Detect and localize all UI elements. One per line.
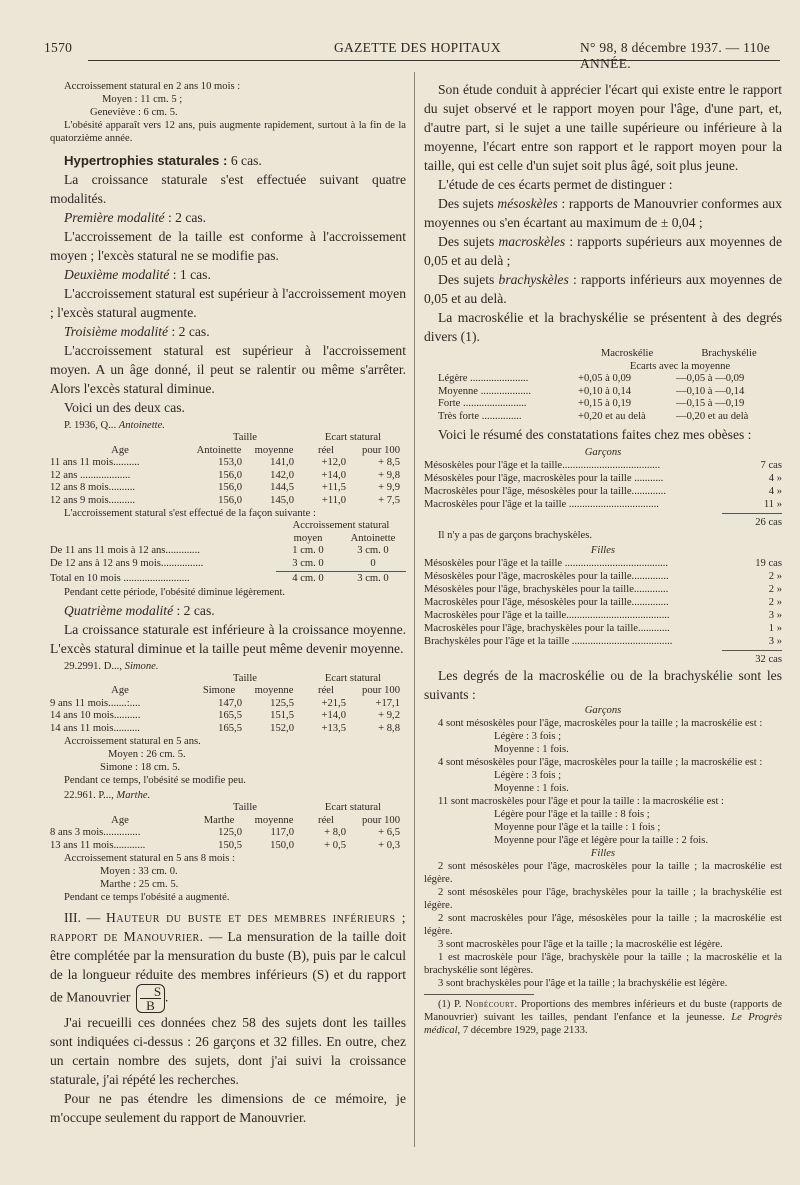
table-row	[424, 411, 782, 424]
pct-cell: +17,1	[375, 697, 400, 709]
table-row	[50, 723, 406, 736]
table-row	[50, 710, 406, 723]
item-count: 4 »	[768, 486, 782, 497]
macro-cell: +0,20 et au delà	[578, 410, 646, 422]
degree-label: Moyenne ...................	[438, 385, 531, 397]
case-2-note: Pendant ce temps, l'obésité se modifie peu.	[64, 775, 246, 786]
list-item	[424, 609, 782, 622]
age-cell: 14 ans 11 mois..........	[50, 722, 140, 734]
hypertrophies-heading-para	[50, 151, 406, 170]
modalite-1-text: L'accroissement de la taille est conforme à l'accroissement moyen ; l'excès statural ne se modifie pas.	[50, 229, 406, 263]
list-item	[424, 472, 782, 485]
list-item	[424, 485, 782, 498]
text-span: (1) P.	[438, 999, 466, 1010]
pct-cell: + 9,2	[378, 710, 400, 721]
case-1-name: Antoinette.	[118, 420, 165, 431]
case-1-head-reel: réel	[318, 444, 334, 456]
modalite-4-count: : 2 cas.	[173, 602, 215, 618]
subject-cell: 153,0	[218, 457, 242, 468]
degree-garcons-3: 11 sont macroskèles pour l'âge et pour la taille : la macroskélie est :	[438, 796, 724, 807]
macro-cell: +0,05 à 0,09	[578, 373, 632, 384]
degree-garcons-3b: Moyenne pour l'âge et la taille : 1 fois ;	[494, 822, 661, 833]
case-3-head-taille: Taille	[233, 802, 257, 813]
garcons-total: 26 cas	[755, 517, 782, 528]
subject-cell: 165,5	[218, 710, 242, 721]
page-number: 1570	[44, 40, 73, 55]
subject-cell: 3 cm. 0	[357, 545, 389, 556]
moyenne-cell: 144,5	[270, 482, 294, 493]
hypertrophies-heading: Hypertrophies staturales :	[64, 153, 228, 168]
reel-cell: +11,5	[321, 482, 346, 493]
reel-cell: +13,5	[321, 722, 346, 734]
case-2-head-moyenne: moyenne	[254, 685, 294, 696]
table-row	[50, 482, 406, 495]
filles-total: 32 cas	[755, 654, 782, 665]
table-row	[50, 545, 406, 558]
case-1-head-taille: Taille	[233, 432, 257, 443]
moyenne-cell: 152,0	[270, 722, 294, 734]
degree-label: Légère ......................	[438, 373, 529, 384]
age-cell: 9 ans 11 mois.......:....	[50, 697, 141, 709]
age-cell: 14 ans 10 mois..........	[50, 710, 141, 721]
degree-garcons-1b: Moyenne : 1 fois.	[494, 744, 569, 755]
table-row	[50, 457, 406, 470]
journal-title: GAZETTE DES HOPITAUX	[334, 40, 501, 55]
reel-cell: +14,0	[321, 710, 346, 721]
moyenne-cell: 151,5	[270, 710, 294, 721]
item-count: 11 »	[763, 499, 782, 510]
case-1-accr-moyen: moyen	[293, 532, 323, 544]
intro-line-2: Moyen : 11 cm. 5 ;	[102, 94, 183, 105]
text-span: Des sujets	[438, 234, 499, 249]
list-item	[424, 583, 782, 596]
brachy-cell: —0,15 à —0,19	[676, 398, 745, 409]
item-count: 7 cas	[760, 460, 782, 471]
degree-label: Très forte ...............	[438, 410, 522, 422]
fraction-numerator: S	[140, 985, 161, 999]
intro-line-3: Geneviève : 6 cm. 5.	[90, 107, 178, 118]
degree-filles-6: 3 sont brachyskèles pour l'âge et la taille ; la brachyskélie est légère.	[438, 978, 728, 989]
moyenne-cell: 150,0	[270, 839, 294, 851]
pct-cell: + 7,5	[378, 494, 400, 506]
degree-garcons-1a: Légère : 3 fois ;	[494, 731, 562, 742]
period-cell: De 12 ans à 12 ans 9 mois................	[50, 557, 204, 569]
table-row	[424, 373, 782, 386]
total-label: Total en 10 mois .........................	[50, 573, 190, 584]
case-2-name: Simone.	[124, 660, 159, 672]
table-row	[50, 495, 406, 508]
age-cell: 12 ans ...................	[50, 469, 131, 481]
item-label: Mésoskèles pour l'âge et la taille.....................................	[424, 460, 661, 471]
macro-cell: +0,10 à 0,14	[578, 385, 632, 397]
item-label: Macroskèles pour l'âge, mésoskèles pour la taille..............	[424, 597, 669, 608]
degree-garcons-2: 4 sont mésoskèles pour l'âge, macroskèles pour la taille ; la macroskélie est :	[438, 757, 763, 768]
footnote-journal: Le Progrès médical	[424, 1012, 783, 1036]
case-2-accr-3: Simone : 18 cm. 5.	[100, 762, 181, 773]
case-3-header-row-2	[50, 815, 406, 828]
subject-cell: 156,0	[218, 469, 242, 481]
case-1-head-ecart: Ecart statural	[324, 432, 382, 443]
total-rule	[276, 571, 406, 572]
degrees-head-macro: Macroskélie	[600, 348, 654, 359]
case-1-accr-head: Accroissement statural	[292, 520, 390, 531]
right-column	[424, 80, 782, 1037]
case-2-head-age: Age	[111, 685, 129, 696]
item-label: Macroskèles pour l'âge et la taille.......................................	[424, 610, 670, 621]
degree-filles-4: 3 sont macroskèles pour l'âge et la taille ; la macroskélie est légère.	[438, 939, 723, 950]
degrees-head-brachy: Brachyskélie	[701, 348, 757, 359]
item-label: Macroskèles pour l'âge, mésoskèles pour la taille.............	[424, 486, 666, 497]
macro-cell: +0,15 à 0,19	[578, 398, 632, 409]
term-brachyskeles: brachyskèles	[498, 272, 569, 287]
garcons-title: Garçons	[584, 447, 622, 458]
reel-cell: +14,0	[321, 469, 346, 481]
moyen-cell: 1 cm. 0	[292, 545, 324, 556]
subject-cell: 156,0	[218, 482, 242, 493]
moyenne-cell: 142,0	[270, 469, 294, 481]
footnote-author: Nobécourt	[465, 999, 515, 1010]
case-3-head-reel: réel	[318, 814, 334, 826]
total-moyen: 4 cm. 0	[292, 573, 324, 584]
case-1-head-subject: Antoinette	[196, 444, 242, 456]
modalite-2-title: Deuxième modalité	[64, 267, 170, 282]
section-3-number: III. —	[64, 910, 106, 925]
pct-cell: + 0,3	[378, 839, 400, 851]
filles-total-rule	[722, 650, 782, 651]
reel-cell: +12,0	[321, 457, 346, 468]
age-cell: 8 ans 3 mois..............	[50, 827, 141, 838]
paragraph-mesoskeles	[424, 194, 782, 232]
brachy-cell: —0,05 à —0,09	[676, 373, 745, 384]
text-span: : rapports inférieurs aux moyennes de 0,05 et au delà.	[424, 272, 782, 306]
list-item	[424, 635, 782, 648]
list-item	[424, 557, 782, 570]
filles-title: Filles	[590, 545, 616, 556]
degrees-filles-title: Filles	[590, 848, 616, 859]
list-item	[424, 459, 782, 472]
item-count: 2 »	[768, 584, 782, 595]
degree-filles-1: 2 sont mésoskèles pour l'âge, macroskèles pour la taille ; la macroskélie est légère.	[424, 861, 782, 885]
item-count: 2 »	[768, 597, 782, 608]
modalite-2-count: : 1 cas.	[169, 267, 211, 282]
item-count: 3 »	[768, 636, 782, 647]
case-2-table	[50, 673, 406, 736]
term-macroskeles: macroskèles	[498, 234, 566, 249]
moyenne-cell: 125,5	[270, 697, 294, 709]
pct-cell: + 6,5	[378, 827, 400, 838]
paragraph-resume: Voici le résumé des constatations faites chez mes obèses :	[438, 427, 752, 442]
case-1-accr-header-2	[50, 533, 406, 546]
reel-cell: +21,5	[321, 697, 346, 709]
subject-cell: 165,5	[218, 722, 242, 734]
issue-info: N° 98, 8 décembre 1937. — 110e ANNÉE.	[580, 40, 771, 71]
item-count: 19 cas	[755, 558, 782, 569]
item-count: 4 »	[768, 473, 782, 484]
modalite-3-heading	[50, 322, 406, 341]
case-1-note: Pendant cette période, l'obésité diminue légèrement.	[64, 586, 286, 598]
table-row	[50, 558, 406, 571]
modalite-1-count: : 2 cas.	[164, 210, 207, 225]
left-column	[50, 80, 406, 1127]
case-2-header-row-1	[50, 673, 406, 686]
case-2-head-pour100: pour 100	[362, 685, 400, 696]
case-1-accr-header-1	[50, 520, 406, 533]
list-item	[424, 570, 782, 583]
case-3-table	[50, 802, 406, 852]
age-cell: 12 ans 8 mois..........	[50, 482, 136, 493]
case-2-head-ecart: Ecart statural	[324, 672, 382, 684]
case-3-head-ecart: Ecart statural	[324, 802, 382, 813]
degrees-table	[424, 348, 782, 423]
item-label: Mésoskèles pour l'âge, macroskèles pour la taille ...........	[424, 473, 664, 484]
case-1-header-row-2	[50, 445, 406, 458]
reel-cell: +11,0	[321, 494, 346, 506]
modalite-2-heading	[50, 265, 406, 284]
case-3-note: Pendant ce temps l'obésité a augmenté.	[64, 892, 230, 903]
period-cell: De 11 ans 11 mois à 12 ans.............	[50, 545, 200, 556]
age-cell: 13 ans 11 mois............	[50, 839, 146, 851]
case-1-table	[50, 432, 406, 507]
total-row	[50, 573, 406, 586]
degree-garcons-3c: Moyenne pour l'âge et légère pour la taille : 2 fois.	[494, 835, 709, 846]
case-2-heading	[50, 660, 406, 673]
case-3-id: 22.961. P...,	[64, 790, 114, 801]
section-3-heading: Hauteur du buste et des membres inférieurs ; rapport de Manouvrier.	[50, 910, 407, 944]
table-row	[50, 827, 406, 840]
paragraph-ecarts: L'étude de ces écarts permet de distinguer :	[438, 177, 673, 192]
case-3-head-moyenne: moyenne	[254, 814, 294, 826]
degree-filles-5: 1 est macroskèle pour l'âge, brachyskèle pour la taille ; la macroskélie et la brachyskélie sont légères.	[424, 952, 782, 976]
case-3-head-age: Age	[111, 814, 129, 826]
item-label: Macroskèles pour l'âge, brachyskèles pour la taille............	[424, 623, 670, 634]
modalite-1-title: Première modalité	[64, 210, 165, 225]
item-count: 3 »	[768, 610, 782, 621]
pct-cell: + 9,9	[378, 482, 400, 493]
column-divider	[414, 72, 415, 1147]
case-1-id: P. 1936, Q...	[64, 420, 117, 431]
degrees-subheader-row	[424, 361, 782, 374]
table-row	[50, 840, 406, 853]
hypertrophies-count: 6 cas.	[227, 153, 262, 168]
case-3-accr-2: Moyen : 33 cm. 0.	[100, 866, 178, 877]
degree-garcons-1: 4 sont mésoskèles pour l'âge, macroskèles pour la taille ; la macroskélie est :	[438, 718, 763, 729]
header-rule	[88, 60, 780, 61]
modalite-4-title: Quatrième modalité	[64, 602, 174, 618]
modalite-4-text: La croissance staturale est inférieure à la croissance moyenne. L'excès statural diminue et la taille peut même devenir moyenne.	[50, 621, 406, 656]
age-cell: 11 ans 11 mois..........	[50, 457, 140, 468]
item-label: Mésoskèles pour l'âge et la taille .......................................	[424, 558, 669, 569]
item-count: 2 »	[768, 571, 782, 582]
degree-filles-2: 2 sont mésoskèles pour l'âge, brachyskèles pour la taille ; la brachyskélie est légère.	[424, 887, 782, 911]
intro-line-1: Accroissement statural en 2 ans 10 mois :	[64, 81, 241, 92]
degree-label: Forte ........................	[438, 398, 527, 409]
case-2-header-row-2	[50, 685, 406, 698]
case-2-head-reel: réel	[318, 685, 334, 696]
footnote	[424, 998, 782, 1037]
table-row	[424, 386, 782, 399]
total-subject: 3 cm. 0	[357, 573, 389, 584]
case-3-header-row-1	[50, 802, 406, 815]
item-label: Mésoskèles pour l'âge, macroskèles pour la taille..............	[424, 571, 669, 582]
moyenne-cell: 117,0	[270, 827, 294, 838]
case-2-head-taille: Taille	[233, 672, 257, 684]
reel-cell: + 0,5	[324, 839, 346, 851]
case-1-head-age: Age	[111, 444, 129, 456]
list-item	[424, 498, 782, 511]
case-3-accr-1: Accroissement statural en 5 ans 8 mois :	[64, 853, 235, 864]
paragraph-macroskeles	[424, 232, 782, 270]
degree-garcons-2a: Légère : 3 fois ;	[494, 770, 562, 781]
case-1-header-row-1	[50, 432, 406, 445]
term-mesoskeles: mésoskèles	[497, 196, 558, 211]
brachy-cell: —0,10 à —0,14	[676, 385, 745, 397]
paragraph-recueilli: J'ai recueilli ces données chez 58 des sujets dont les tailles sont indiquées ci-dessus : 26 garçons et 32 filles. En outre, chez un certain nombre des sujets, dont j'ai suivi la croissance staturale, j'ai répété les recherches.	[50, 1015, 406, 1087]
degree-filles-3: 2 sont macroskèles pour l'âge, mésoskèles pour la taille ; la macroskélie est légère.	[424, 913, 782, 937]
moyen-cell: 3 cm. 0	[292, 557, 324, 569]
table-row	[50, 470, 406, 483]
case-1-accr-table	[50, 520, 406, 586]
degrees-garcons-title: Garçons	[584, 705, 622, 716]
degrees-header-row	[424, 348, 782, 361]
paragraph-degres: La macroskélie et la brachyskélie se présentent à des degrés divers (1).	[424, 310, 782, 344]
pct-cell: + 8,8	[378, 722, 400, 734]
case-3-accr-3: Marthe : 25 cm. 5.	[100, 879, 179, 890]
case-2-id: 29.2991. D...,	[64, 660, 122, 672]
case-2-accr-1: Accroissement statural en 5 ans.	[64, 736, 201, 747]
item-label: Macroskèles pour l'âge et la taille ..................................	[424, 499, 659, 510]
case-1-heading	[50, 419, 406, 432]
case-3-head-pour100: pour 100	[362, 814, 400, 826]
subject-cell: 147,0	[218, 697, 242, 709]
case-3-name: Marthe.	[116, 790, 151, 801]
item-label: Brachyskèles pour l'âge et la taille ......................................	[424, 636, 673, 647]
case-3-heading	[50, 789, 406, 802]
text-span: : rapports supérieurs aux moyennes de 0,05 et au delà ;	[424, 234, 782, 268]
pct-cell: + 8,5	[378, 457, 400, 468]
degree-garcons-2b: Moyenne : 1 fois.	[494, 783, 569, 794]
modalite-4-heading	[50, 601, 406, 620]
section-3-text: — La mensuration de la taille doit être complétée par la mensuration du buste (B), puis par le calcul de la longueur réduite des membres inférieurs (S) et du rapport de Manouvrier	[50, 929, 406, 1005]
subject-cell: 125,0	[218, 827, 242, 838]
case-2-accr-2: Moyen : 26 cm. 5.	[108, 749, 186, 760]
case-1-accr-subject: Antoinette	[350, 532, 396, 544]
moyenne-cell: 145,0	[270, 494, 294, 506]
paragraph-modalites: La croissance staturale s'est effectuée suivant quatre modalités.	[50, 172, 406, 206]
text-span: Des sujets	[438, 196, 498, 211]
table-row	[424, 398, 782, 411]
example-intro: Voici un des deux cas.	[64, 400, 185, 415]
paragraph-pour: Pour ne pas étendre les dimensions de ce mémoire, je m'occupe seulement du rapport de Manouvrier.	[50, 1091, 406, 1125]
moyenne-cell: 141,0	[270, 457, 294, 468]
manouvrier-fraction	[136, 984, 165, 1013]
modalite-3-count: : 2 cas.	[168, 324, 210, 339]
table-row	[50, 698, 406, 711]
fraction-denominator: B	[146, 998, 155, 1013]
pct-cell: + 9,8	[378, 469, 400, 481]
modalite-3-text: L'accroissement statural est supérieur à l'accroissement moyen. A un âge donné, il peut se ralentir ou même s'arrêter. Alors l'excès statural diminue.	[50, 343, 406, 396]
garcons-total-rule	[722, 513, 782, 514]
text-span: , 7 décembre 1929, page 2133.	[457, 1025, 588, 1036]
list-item	[424, 622, 782, 635]
intro-line-4: L'obésité apparaît vers 12 ans, puis augmente rapidement, surtout à la fin de la quatorzième année.	[50, 120, 406, 144]
case-3-head-subject: Marthe	[203, 814, 235, 826]
list-item	[424, 596, 782, 609]
case-2-head-subject: Simone	[202, 685, 236, 696]
modalite-2-text: L'accroissement statural est supérieur à l'accroissement moyen ; l'excès statural augmente.	[50, 286, 406, 320]
text-span: : rapports de Manouvrier conformes aux moyennes ou s'en écartant au maximum de ± 0,04 ;	[424, 196, 783, 230]
subject-cell: 156,0	[218, 494, 242, 506]
text-span: Des sujets	[438, 272, 499, 287]
no-brachy-boys: Il n'y a pas de garçons brachyskèles.	[438, 530, 592, 541]
subject-cell: 150,5	[218, 839, 242, 851]
paragraph-degres-suivants: Les degrés de la macroskélie ou de la brachyskélie sont les suivants :	[424, 668, 782, 702]
paragraph-etude: Son étude conduit à apprécier l'écart qui existe entre le rapport du sujet observé et le rapport moyen pour l'âge, d'une part, et, d'autre part, si le sujet a une taille supérieure ou inférieure à la moyenne, l'écart entre son rapport et le rapport moyen pour la taille, qui est celle d'un sujet soit plus âgé, soit plus jeune.	[424, 82, 782, 173]
paragraph-brachyskeles	[424, 270, 782, 308]
item-label: Mésoskèles pour l'âge, brachyskèles pour la taille.............	[424, 584, 669, 595]
subject-cell: 0	[370, 557, 376, 569]
degrees-head-sub: Ecarts avec la moyenne	[629, 360, 731, 372]
brachy-cell: —0,20 et au delà	[676, 410, 749, 422]
modalite-1-heading	[50, 208, 406, 227]
age-cell: 12 ans 9 mois..........	[50, 494, 136, 506]
modalite-3-title: Troisième modalité	[64, 324, 169, 339]
degree-garcons-3a: Légère pour l'âge et la taille : 8 fois ;	[494, 809, 650, 820]
page-header	[44, 40, 780, 71]
case-1-head-pour100: pour 100	[362, 444, 400, 456]
item-count: 1 »	[768, 623, 782, 634]
footnote-rule	[424, 994, 534, 995]
case-1-accr-intro: L'accroissement statural s'est effectué de la façon suivante :	[64, 508, 316, 519]
reel-cell: + 8,0	[324, 827, 346, 838]
case-1-head-moyenne: moyenne	[254, 444, 294, 456]
section-3-para: III. — Hauteur du buste et des membres inférieurs ; rapport de Manouvrier. — La mensuration de la taille doit être complétée par la mensuration du buste (B), puis par le calcul de la longueur réduite des membres inférieurs (S) et du rapport de Manouvrier $\frac{S}{B}$.	[50, 910, 407, 1013]
text-span: . Proportions des membres inférieurs et du buste (rapports de Manouvrier) suivant les tailles, pendant l'enfance et la jeunesse.	[424, 999, 783, 1023]
